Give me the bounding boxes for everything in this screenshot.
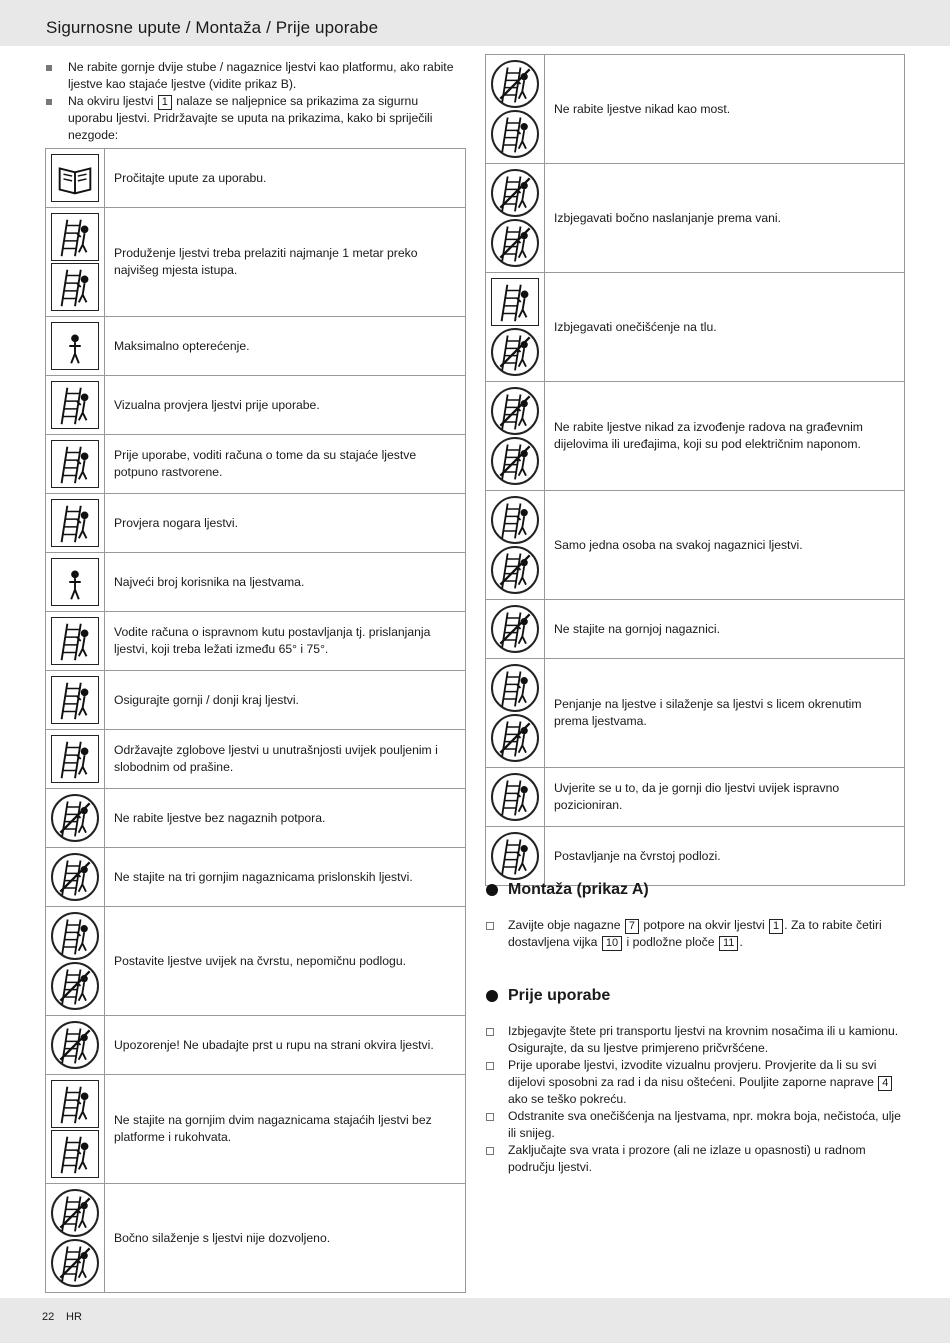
icon-cell (46, 907, 105, 1016)
icon-cell (486, 55, 545, 164)
left-safety-table (45, 148, 466, 1293)
icon-cell (46, 1016, 105, 1075)
side-fall-icon (51, 1239, 99, 1287)
eye-inspect-icon (51, 381, 99, 429)
icon-cell (46, 730, 105, 789)
right_table-row (486, 827, 905, 886)
book-icon (51, 154, 99, 202)
instruction-text: Ne stajite na gornjoj nagaznici. (545, 600, 905, 659)
page-number: 22 (42, 1311, 55, 1323)
top-step-icon (491, 605, 539, 653)
prije-section (486, 985, 906, 1176)
ref-10: 10 (602, 936, 622, 951)
language-code: HR (66, 1311, 82, 1323)
ladder-bridge-icon (491, 60, 539, 108)
prije-item-3: Odstranite sva onečišćenja na ljestvama, npr. mokra boja, nečistoća, ulje ili snijeg. (486, 1108, 906, 1142)
ref-4: 4 (878, 1076, 892, 1091)
right_table-row (486, 600, 905, 659)
prije-item-1: Izbjegavjte štete pri transportu ljestvi na krovnim nosačima ili u kamionu. Osigurajte, da su ljestve primjereno pričvršćene. (486, 1023, 906, 1057)
instruction-text: Održavajte zglobove ljestvi u unutrašnjosti uvijek pouljenim i slobodnim od prašine. (105, 730, 466, 789)
page-header (0, 0, 950, 46)
right_table-row (486, 659, 905, 768)
one-person-icon (491, 496, 539, 544)
instruction-text: Pročitajte upute za uporabu. (105, 149, 466, 208)
side-dismount-icon (51, 1189, 99, 1237)
instruction-text: Penjanje na ljestve i silaženje sa ljestvi s licem okrenutim prema ljestvama. (545, 659, 905, 768)
icon-cell (46, 149, 105, 208)
oil-joint-icon (51, 735, 99, 783)
intro-b2-b: nalaze se naljepnice sa prikazima za sigurnu uporabu ljestvi. Pridržavajte se uputa na prikazima, kako bi spriječili nezgode: (68, 94, 433, 142)
icon-cell (46, 671, 105, 730)
icon-cell (46, 494, 105, 553)
instruction-text: Ne rabite ljestve nikad kao most. (545, 55, 905, 164)
right_table-row (486, 55, 905, 164)
feet-check-icon (51, 499, 99, 547)
instruction-text: Uvjerite se u to, da je gornji dio ljestvi uvijek ispravno pozicioniran. (545, 768, 905, 827)
lean-out-icon (491, 169, 539, 217)
left_table-row (46, 730, 466, 789)
instruction-text: Provjera nogara ljestvi. (105, 494, 466, 553)
power-line-icon (491, 437, 539, 485)
instruction-text: Vodite računa o ispravnom kutu postavljanja tj. prislanjanja ljestvi, koji treba ležati između 65° i 75°. (105, 612, 466, 671)
instruction-text: Ne stajite na gornjim dvim nagaznicama stajaćih ljestvi bez platforme i rukohvata. (105, 1075, 466, 1184)
icon-cell (486, 827, 545, 886)
icon-cell (46, 1075, 105, 1184)
angle-icon (51, 617, 99, 665)
left_table-row (46, 612, 466, 671)
max-load-icon (51, 322, 99, 370)
instruction-text: Upozorenje! Ne ubadajte prst u rupu na strani okvira ljestvi. (105, 1016, 466, 1075)
instruction-text: Vizualna provjera ljestvi prije uporabe. (105, 376, 466, 435)
intro-bullets (46, 59, 466, 144)
no-feet-icon (51, 794, 99, 842)
prije-item-4: Zaključajte sva vrata i prozore (ali ne izlaze u opasnosti) u radnom području ljestvi. (486, 1142, 906, 1176)
right_table-row (486, 164, 905, 273)
left_table-row (46, 376, 466, 435)
icon-cell (46, 612, 105, 671)
montaza-p1-c: . Za to rabite četiri dostavljena vijka (508, 918, 882, 949)
instruction-text: Izbjegavati bočno naslanjanje prema vani. (545, 164, 905, 273)
icon-cell (46, 789, 105, 848)
left_table-row (46, 1075, 466, 1184)
ref-11: 11 (719, 936, 738, 951)
left_table-row (46, 317, 466, 376)
right_table-row (486, 382, 905, 491)
left_table-row (46, 907, 466, 1016)
icon-cell (46, 435, 105, 494)
extension-min-1m-icon (51, 213, 99, 261)
intro-bullet-2 (46, 93, 466, 144)
climber-1m-icon (51, 263, 99, 311)
right_table-row (486, 273, 905, 382)
ladder-tip-icon (491, 219, 539, 267)
instruction-text: Bočno silaženje s ljestvi nije dozvoljeno. (105, 1184, 466, 1293)
left_table-row (46, 149, 466, 208)
open-stepladder-icon (51, 440, 99, 488)
ref-frame-1: 1 (158, 95, 172, 110)
icon-cell (486, 164, 545, 273)
montaza-p1-b: potpore na okvir ljestvi (643, 918, 765, 932)
platform-handrail-icon (51, 1130, 99, 1178)
montaza-p1-a: Zavijte obje nagazne (508, 918, 621, 932)
right-safety-table (485, 54, 905, 886)
instruction-text: Najveći broj korisnika na ljestvama. (105, 553, 466, 612)
prije-i2-a: Prije uporabe ljestvi, izvodite vizualnu provjeru. Provjerite da li su svi dijelovi sposobni za rad i da nisu oštećeni. Pouljite zaporne naprave (508, 1058, 877, 1089)
icon-cell (486, 382, 545, 491)
icon-cell (46, 376, 105, 435)
left_table-row (46, 435, 466, 494)
instruction-text: Samo jedna osoba na svakoj nagaznici ljestvi. (545, 491, 905, 600)
secure-ends-icon (51, 676, 99, 724)
left_table-row (46, 671, 466, 730)
right_table-row (486, 768, 905, 827)
slip-icon (491, 328, 539, 376)
finger-hole-icon (51, 1021, 99, 1069)
montaza-p1-e: . (739, 935, 743, 949)
icon-cell (486, 659, 545, 768)
climb-face-icon (491, 664, 539, 712)
instruction-text: Ne rabite ljestve nikad za izvođenje radova na građevnim dijelovima ili uređajima, koji su pod električnim naponom. (545, 382, 905, 491)
instruction-text: Izbjegavati onečišćenje na tlu. (545, 273, 905, 382)
uneven-ground-icon (51, 962, 99, 1010)
prije-item-2 (486, 1057, 906, 1108)
left_table-row (46, 1184, 466, 1293)
max-one-person-icon (51, 558, 99, 606)
oil-h2o-icon (491, 278, 539, 326)
instruction-text: Prije uporabe, voditi računa o tome da su stajaće ljestve potpuno rastvorene. (105, 435, 466, 494)
montaza-item (486, 917, 906, 951)
icon-cell (46, 1184, 105, 1293)
instruction-text: Postavljanje na čvrstoj podlozi. (545, 827, 905, 886)
left_table-row (46, 789, 466, 848)
ref-1: 1 (769, 919, 783, 934)
icon-cell (46, 317, 105, 376)
instruction-text: Ne rabite ljestve bez nagaznih potpora. (105, 789, 466, 848)
icon-cell (46, 553, 105, 612)
ref-7: 7 (625, 919, 639, 934)
left_table-row (46, 1016, 466, 1075)
left_table-row (46, 848, 466, 907)
montaza-section (486, 879, 906, 951)
electric-shock-icon (491, 387, 539, 435)
instruction-text: Ne stajite na tri gornjim nagaznicama prislonskih ljestvi. (105, 848, 466, 907)
icon-cell (46, 208, 105, 317)
left_table-row (46, 553, 466, 612)
instruction-text: Osigurajte gornji / donji kraj ljestvi. (105, 671, 466, 730)
icon-cell (46, 848, 105, 907)
top-position-icon (491, 773, 539, 821)
prije-i2-b: ako se teško pokreću. (508, 1092, 627, 1106)
instruction-text: Produženje ljestvi treba prelaziti najmanje 1 metar preko najvišeg mjesta istupa. (105, 208, 466, 317)
walking-bridge-icon (491, 110, 539, 158)
solid-base-icon (491, 832, 539, 880)
icon-cell (486, 768, 545, 827)
prije-heading: Prije uporabe (486, 985, 906, 1007)
left_table-row (46, 494, 466, 553)
descend-face-icon (491, 714, 539, 762)
instruction-text: Postavite ljestve uvijek na čvrstu, nepomičnu podlogu. (105, 907, 466, 1016)
intro-b2-a: Na okviru ljestvi (68, 94, 154, 108)
firm-ground-icon (51, 912, 99, 960)
intro-bullet-1: Ne rabite gornje dvije stube / nagaznice ljestvi kao platformu, ako rabite ljestve kao stajaće ljestve (vidite prikaz B). (46, 59, 466, 93)
left_table-row (46, 208, 466, 317)
icon-cell (486, 491, 545, 600)
two-persons-icon (491, 546, 539, 594)
montaza-heading: Montaža (prikaz A) (486, 879, 906, 901)
montaza-p1-d: i podložne ploče (626, 935, 715, 949)
page-title: Sigurnosne upute / Montaža / Prije uporabe (46, 18, 379, 37)
page-footer (0, 1298, 950, 1343)
top-three-rungs-icon (51, 853, 99, 901)
icon-cell (486, 273, 545, 382)
instruction-text: Maksimalno opterećenje. (105, 317, 466, 376)
right_table-row (486, 491, 905, 600)
icon-cell (486, 600, 545, 659)
top-two-steps-icon (51, 1080, 99, 1128)
